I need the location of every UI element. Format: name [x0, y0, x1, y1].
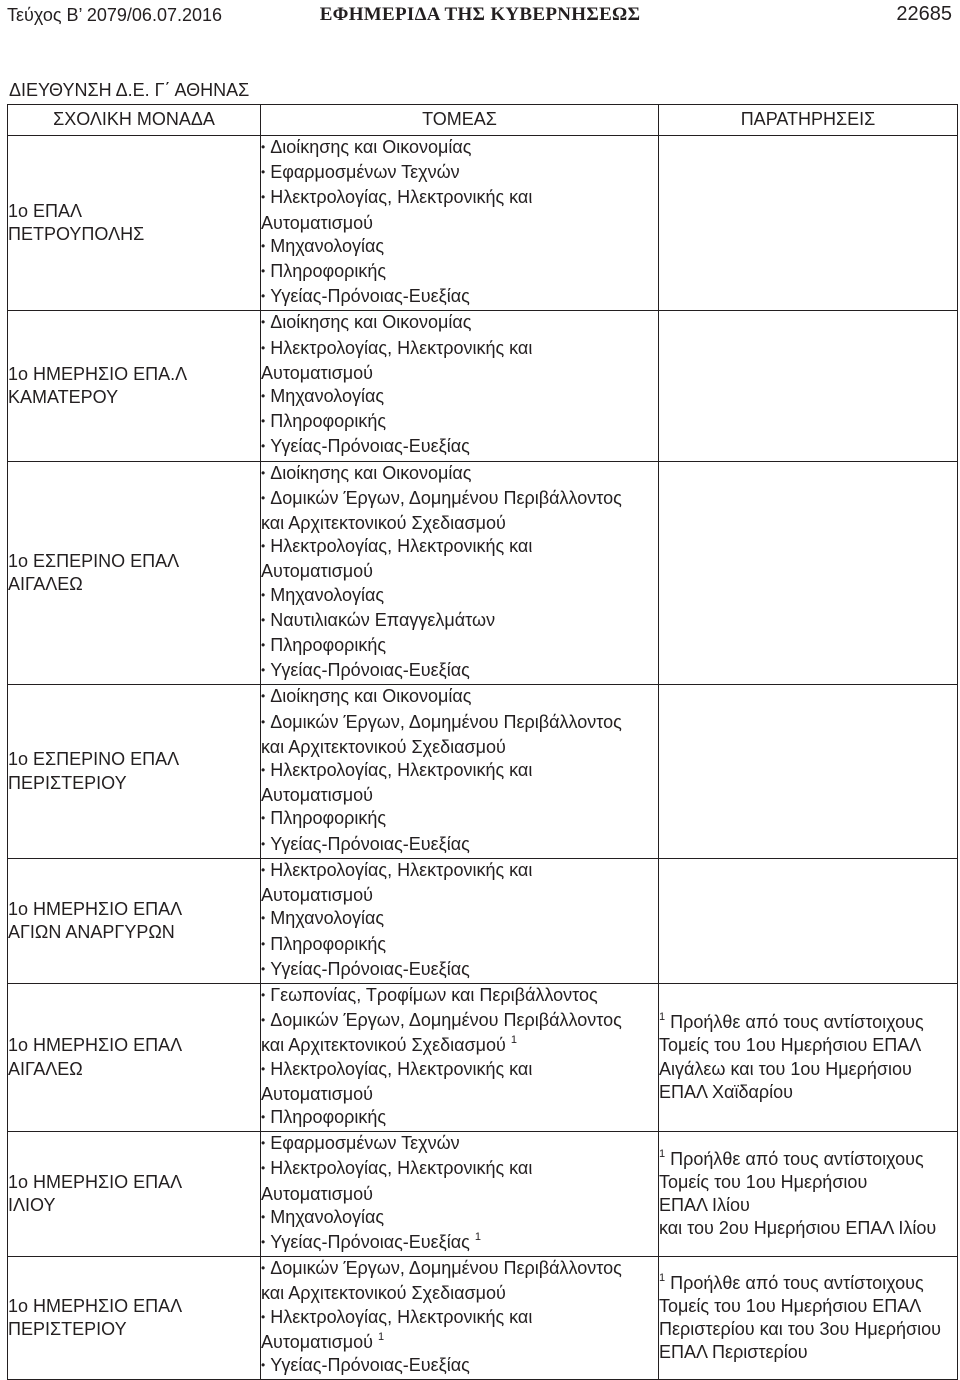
remark-line: ΕΠΑΛ Περιστερίου	[659, 1342, 808, 1363]
bullet-icon: •	[261, 264, 266, 279]
sector-item	[261, 337, 658, 385]
remark-line: ΕΠΑΛ Χαϊδαρίου	[659, 1081, 793, 1102]
remarks-cell	[659, 858, 958, 983]
table-row	[8, 461, 958, 685]
sector-label: Ηλεκτρολογίας, Ηλεκτρονικής και Αυτοματισμού $^1$	[261, 1306, 533, 1352]
bullet-icon: •	[261, 911, 266, 926]
sector-cell	[261, 136, 659, 311]
sector-item	[261, 535, 658, 583]
page-number: 22685	[896, 3, 952, 25]
remark-line: Τομείς του 1ου Ημερήσιου	[659, 1171, 868, 1192]
school-name-line: 1ο ΗΜΕΡΗΣΙΟ ΕΠΑΛ	[8, 1171, 183, 1192]
bullet-icon: •	[261, 389, 266, 404]
school-name-line: 1ο ΗΜΕΡΗΣΙΟ ΕΠΑΛ	[8, 898, 183, 919]
gazette-title: ΕΦΗΜΕΡΙΔΑ ΤΗΣ ΚΥΒΕΡΝΗΣΕΩΣ	[319, 4, 641, 25]
bullet-icon: •	[261, 289, 266, 304]
remark-line: Τομείς του 1ου Ημερήσιου ΕΠΑΛ	[659, 1035, 922, 1056]
sector-item	[261, 634, 658, 659]
sector-item	[261, 933, 658, 958]
sector-label: Διοίκησης και Οικονομίας	[270, 686, 472, 707]
sector-label: Ηλεκτρολογίας, Ηλεκτρονικής και Αυτοματισμού	[261, 859, 533, 906]
sector-item	[261, 807, 658, 832]
sector-label: Διοίκησης και Οικονομίας	[270, 137, 472, 157]
sector-label: Γεωπονίας, Τροφίμων και Περιβάλλοντος	[270, 984, 598, 1005]
sector-label: Υγείας-Πρόνοιας-Ευεξίας	[270, 660, 470, 681]
sector-item	[261, 659, 658, 684]
bullet-icon: •	[261, 439, 266, 454]
sector-item	[261, 410, 658, 435]
sector-item	[261, 487, 658, 535]
bullet-icon: •	[261, 190, 266, 205]
school-cell	[8, 1132, 261, 1257]
sector-label: Εφαρμοσμένων Τεχνών	[270, 162, 460, 183]
sector-item	[261, 385, 658, 410]
school-name-line: 1ο ΕΣΠΕΡΙΝΟ ΕΠΑΛ	[8, 550, 180, 571]
sector-label: Μηχανολογίας	[270, 235, 385, 256]
table-row	[8, 1257, 958, 1380]
sector-label: Μηχανολογίας	[270, 386, 385, 407]
school-name-line: ΠΕΡΙΣΤΕΡΙΟΥ	[8, 772, 127, 793]
sector-cell	[261, 983, 659, 1131]
sector-label: Ηλεκτρολογίας, Ηλεκτρονικής και Αυτοματισμού	[261, 760, 533, 806]
remark-line: $^1$ Προήλθε από τους αντίστοιχους	[659, 1147, 924, 1169]
issue-label: Τεύχος Β’ 2079/06.07.2016	[7, 5, 223, 25]
bullet-icon: •	[261, 638, 266, 653]
school-cell	[8, 685, 261, 858]
sector-label: Υγείας-Πρόνοιας-Ευεξίας	[270, 958, 470, 979]
sector-item	[261, 136, 658, 161]
bullet-icon: •	[261, 1261, 266, 1276]
table-body	[8, 136, 958, 1380]
school-name-line: ΑΙΓΑΛΕΩ	[8, 1058, 83, 1079]
column-header-sector: ΤΟΜΕΑΣ	[261, 105, 659, 136]
sector-item	[261, 1306, 658, 1354]
sector-label: Εφαρμοσμένων Τεχνών	[270, 1133, 460, 1154]
sector-label: Μηχανολογίας	[270, 1206, 385, 1227]
sector-item	[261, 711, 658, 759]
sector-label: Μηχανολογίας	[270, 584, 385, 605]
page-header	[0, 0, 960, 34]
school-name-line: 1ο ΕΣΠΕΡΙΝΟ ΕΠΑΛ	[8, 749, 180, 770]
sector-item	[261, 1206, 658, 1231]
column-header-remarks: ΠΑΡΑΤΗΡΗΣΕΙΣ	[659, 105, 958, 136]
sector-label: Δομικών Έργων, Δομημένου Περιβάλλοντος και Αρχιτεκτονικού Σχεδιασμού $^1$	[261, 1010, 622, 1056]
sector-label: Ηλεκτρολογίας, Ηλεκτρονικής και Αυτοματισμού	[261, 187, 533, 233]
bullet-icon: •	[261, 315, 266, 330]
school-name-line: 1ο ΗΜΕΡΗΣΙΟ ΕΠΑΛ	[8, 1035, 183, 1056]
sector-item	[261, 235, 658, 260]
column-header-school: ΣΧΟΛΙΚΗ ΜΟΝΑΔΑ	[8, 105, 261, 136]
sector-item	[261, 285, 658, 310]
school-cell	[8, 983, 261, 1131]
sector-label: Δομικών Έργων, Δομημένου Περιβάλλοντος και Αρχιτεκτονικού Σχεδιασμού	[261, 487, 622, 534]
bullet-icon: •	[261, 936, 266, 951]
bullet-icon: •	[261, 663, 266, 678]
bullet-icon: •	[261, 1013, 266, 1028]
sector-item	[261, 161, 658, 186]
bullet-icon: •	[261, 414, 266, 429]
sector-item	[261, 311, 658, 336]
table-row	[8, 858, 958, 983]
bullet-icon: •	[261, 1209, 266, 1224]
sector-label: Ηλεκτρολογίας, Ηλεκτρονικής και Αυτοματισμού	[261, 337, 533, 383]
sector-label: Πληροφορικής	[270, 1106, 387, 1127]
school-name-line: 1ο ΕΠΑΛ	[8, 201, 83, 221]
bullet-icon: •	[261, 1234, 266, 1249]
sector-item	[261, 1009, 658, 1057]
sector-item	[261, 833, 658, 858]
remark-line: ΕΠΑΛ Ιλίου	[659, 1195, 750, 1216]
sector-label: Ηλεκτρολογίας, Ηλεκτρονικής και Αυτοματισμού	[261, 1158, 533, 1204]
sector-cell	[261, 1257, 659, 1380]
remarks-cell	[659, 1132, 958, 1257]
bullet-icon: •	[261, 763, 266, 778]
sector-item	[261, 1157, 658, 1205]
school-cell	[8, 858, 261, 983]
school-name-line: ΙΛΙΟΥ	[8, 1195, 56, 1216]
bullet-icon: •	[261, 862, 266, 877]
school-name-line: ΠΕΤΡΟΥΠΟΛΗΣ	[8, 224, 145, 245]
sector-cell	[261, 311, 659, 461]
bullet-icon: •	[261, 961, 266, 976]
sector-item	[261, 609, 658, 634]
sector-label: Ηλεκτρολογίας, Ηλεκτρονικής και Αυτοματισμού	[261, 536, 533, 582]
sector-label: Υγείας-Πρόνοιας-Ευεξίας	[270, 436, 470, 457]
sector-cell	[261, 858, 659, 983]
directorate-title: ΔΙΕΥΘΥΝΣΗ Δ.Ε. Γ΄ ΑΘΗΝΑΣ	[9, 80, 250, 100]
school-name-line: 1ο ΗΜΕΡΗΣΙΟ ΕΠΑ.Λ	[8, 363, 188, 384]
bullet-icon: •	[261, 1161, 266, 1176]
table-row	[8, 136, 958, 311]
sector-item	[261, 1231, 658, 1256]
sector-item	[261, 859, 658, 907]
bullet-icon: •	[261, 238, 266, 253]
sector-label: Ναυτιλιακών Επαγγελμάτων	[270, 609, 496, 630]
table-row	[8, 685, 958, 858]
sector-label: Υγείας-Πρόνοιας-Ευεξίας	[270, 286, 470, 307]
schools-table	[7, 104, 958, 1380]
sector-label: Δομικών Έργων, Δομημένου Περιβάλλοντος και Αρχιτεκτονικού Σχεδιασμού	[261, 1258, 622, 1304]
sector-item	[261, 958, 658, 983]
sector-item	[261, 1058, 658, 1106]
sector-cell	[261, 1132, 659, 1257]
bullet-icon: •	[261, 1061, 266, 1076]
remark-line: και του 2ου Ημερήσιου ΕΠΑΛ Ιλίου	[659, 1218, 937, 1239]
school-name-line: ΠΕΡΙΣΤΕΡΙΟΥ	[8, 1319, 127, 1340]
sector-label: Διοίκησης και Οικονομίας	[270, 462, 472, 483]
sector-cell	[261, 461, 659, 685]
sector-label: Υγείας-Πρόνοιας-Ευεξίας $^1$	[270, 1230, 481, 1252]
bullet-icon: •	[261, 612, 266, 627]
bullet-icon: •	[261, 811, 266, 826]
sector-item	[261, 907, 658, 932]
sector-item	[261, 584, 658, 609]
sector-label: Πληροφορικής	[270, 261, 387, 282]
remarks-cell	[659, 461, 958, 685]
bullet-icon: •	[261, 689, 266, 704]
remark-line: Τομείς του 1ου Ημερήσιου ΕΠΑΛ	[659, 1295, 922, 1316]
table-row	[8, 311, 958, 461]
bullet-icon: •	[261, 539, 266, 554]
bullet-icon: •	[261, 465, 266, 480]
sector-label: Υγείας-Πρόνοιας-Ευεξίας	[270, 1354, 470, 1375]
remarks-cell	[659, 311, 958, 461]
bullet-icon: •	[261, 587, 266, 602]
sector-label: Υγείας-Πρόνοιας-Ευεξίας	[270, 833, 470, 854]
sector-label: Μηχανολογίας	[270, 908, 385, 929]
sector-item	[261, 759, 658, 807]
school-cell	[8, 136, 261, 311]
sector-item	[261, 1132, 658, 1157]
school-cell	[8, 1257, 261, 1380]
sector-item	[261, 435, 658, 460]
sector-item	[261, 685, 658, 710]
sector-item	[261, 260, 658, 285]
remark-line: Αιγάλεω και του 1ου Ημερήσιου	[659, 1058, 912, 1079]
school-cell	[8, 311, 261, 461]
bullet-icon: •	[261, 340, 266, 355]
table-row	[8, 1132, 958, 1257]
bullet-icon: •	[261, 1109, 266, 1124]
remark-line: Περιστερίου και του 3ου Ημερήσιου	[659, 1319, 941, 1340]
bullet-icon: •	[261, 1136, 266, 1151]
bullet-icon: •	[261, 714, 266, 729]
remarks-cell	[659, 1257, 958, 1380]
bullet-icon: •	[261, 165, 266, 180]
sector-item	[261, 984, 658, 1009]
bullet-icon: •	[261, 836, 266, 851]
table-header-row	[8, 105, 958, 136]
bullet-icon: •	[261, 1357, 266, 1372]
sector-label: Πληροφορικής	[270, 933, 387, 954]
school-cell	[8, 461, 261, 685]
remark-line: $^1$ Προήλθε από τους αντίστοιχους	[659, 1011, 924, 1033]
sector-cell	[261, 685, 659, 858]
sector-label: Δομικών Έργων, Δομημένου Περιβάλλοντος και Αρχιτεκτονικού Σχεδιασμού	[261, 711, 622, 757]
sector-item	[261, 462, 658, 487]
table-row	[8, 983, 958, 1131]
school-name-line: ΑΓΙΩΝ ΑΝΑΡΓΥΡΩΝ	[8, 921, 175, 942]
bullet-icon: •	[261, 987, 266, 1002]
remark-line: $^1$ Προήλθε από τους αντίστοιχους	[659, 1271, 924, 1293]
remarks-cell	[659, 136, 958, 311]
sector-item	[261, 1106, 658, 1131]
sector-label: Πληροφορικής	[270, 635, 387, 656]
sector-item	[261, 1354, 658, 1379]
sector-item	[261, 186, 658, 234]
school-name-line: ΚΑΜΑΤΕΡΟΥ	[8, 387, 119, 408]
school-name-line: ΑΙΓΑΛΕΩ	[8, 574, 83, 595]
sector-label: Διοίκησης και Οικονομίας	[270, 312, 472, 333]
bullet-icon: •	[261, 490, 266, 505]
remarks-cell	[659, 685, 958, 858]
remarks-cell	[659, 983, 958, 1131]
sector-label: Πληροφορικής	[270, 411, 387, 432]
sector-label: Ηλεκτρολογίας, Ηλεκτρονικής και Αυτοματισμού	[261, 1058, 533, 1104]
bullet-icon: •	[261, 1309, 266, 1324]
sector-item	[261, 1257, 658, 1305]
sector-label: Πληροφορικής	[270, 808, 387, 829]
school-name-line: 1ο ΗΜΕΡΗΣΙΟ ΕΠΑΛ	[8, 1295, 183, 1316]
bullet-icon: •	[261, 140, 266, 154]
